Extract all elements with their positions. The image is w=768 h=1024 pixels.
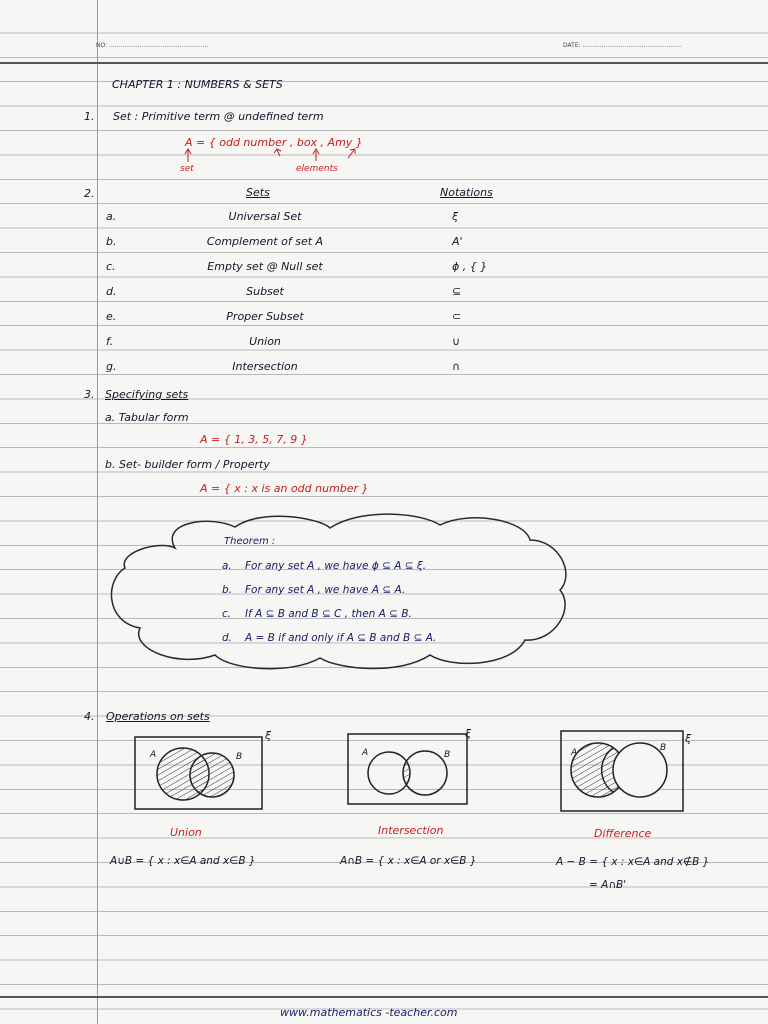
difference-formula: A − B = { x : x∈A and x∉B } — [556, 856, 710, 868]
tabular-form-example: A = { 1, 3, 5, 7, 9 } — [200, 433, 308, 446]
date-field: DATE: .................................................... — [563, 42, 682, 49]
no-label: NO: — [96, 42, 108, 49]
section3-number: 3. — [84, 388, 95, 401]
theorem-item-letter: b. — [222, 584, 233, 596]
set-term: Empty set @ Null set — [207, 260, 323, 273]
set-notation: ξ — [452, 210, 459, 223]
theorem-item-text: A = B if and only if A ⊆ B and B ⊆ A. — [245, 632, 437, 644]
set-notation: ∪ — [452, 335, 461, 348]
notation-row-letter: f. — [106, 335, 114, 348]
notation-row-letter: b. — [106, 235, 117, 248]
notations-column-header: Notations — [440, 186, 493, 199]
element-arrow-1 — [274, 149, 281, 156]
section1-definition: Set : Primitive term @ undefined term — [113, 110, 324, 123]
notation-row-letter: c. — [106, 260, 116, 273]
intersection-label: Intersection — [378, 824, 444, 837]
set-term: Proper Subset — [226, 310, 304, 323]
footer-url[interactable]: www.mathematics -teacher.com — [280, 1006, 458, 1019]
set-notation: ϕ , { } — [452, 260, 488, 273]
set-notation: ∩ — [452, 360, 461, 373]
set-term: Subset — [246, 285, 284, 298]
union-label: Union — [170, 826, 202, 839]
difference-formula-complement: = A∩B' — [589, 879, 627, 891]
sets-column-header: Sets — [246, 186, 270, 199]
set-notation: ⊆ — [452, 285, 462, 298]
section2-number: 2. — [84, 187, 95, 200]
theorem-title: Theorem : — [224, 536, 276, 547]
element-arrow-3 — [348, 149, 355, 158]
set-term: Complement of set A — [206, 235, 324, 248]
section1-number: 1. — [84, 110, 95, 123]
difference-universal-symbol: ξ — [685, 732, 692, 745]
elements-annotation: elements — [296, 164, 338, 174]
chapter-title: CHAPTER 1 : NUMBERS & SETS — [112, 78, 283, 91]
date-label: DATE: — [563, 42, 581, 49]
notation-row-letter: d. — [106, 285, 117, 298]
set-notation: A' — [452, 235, 463, 248]
union-universal-symbol: ξ — [265, 729, 272, 742]
section4-title: Operations on sets — [106, 710, 210, 723]
difference-label-a: A — [571, 748, 578, 758]
set-notation: ⊂ — [452, 310, 462, 323]
theorem-item-text: For any set A , we have ϕ ⊆ A ⊆ ξ. — [245, 560, 427, 572]
theorem-item-letter: d. — [222, 632, 233, 644]
union-formula: A∪B = { x : x∈A and x∈B } — [110, 855, 256, 867]
intersection-label-a: A — [362, 748, 369, 758]
notation-row-letter: e. — [106, 310, 117, 323]
intersection-formula: A∩B = { x : x∈A or x∈B } — [340, 855, 477, 867]
tabular-form-label: a. Tabular form — [105, 411, 189, 424]
set-arrow — [185, 149, 191, 162]
no-field: NO: .................................................... — [96, 42, 209, 49]
intersection-label-b: B — [444, 750, 451, 760]
set-builder-label: b. Set- builder form / Property — [105, 458, 270, 471]
theorem-item-letter: a. — [222, 560, 232, 572]
set-annotation: set — [180, 164, 194, 174]
notation-row-letter: g. — [106, 360, 117, 373]
union-label-a: A — [150, 750, 157, 760]
theorem-item-letter: c. — [222, 608, 232, 620]
element-arrow-2 — [313, 149, 319, 161]
section3-title: Specifying sets — [105, 388, 189, 401]
notation-row-letter: a. — [106, 210, 117, 223]
set-term: Union — [249, 335, 281, 348]
theorem-item-text: If A ⊆ B and B ⊆ C , then A ⊆ B. — [245, 608, 412, 620]
theorem-item-text: For any set A , we have A ⊆ A. — [245, 584, 406, 596]
union-label-b: B — [236, 752, 243, 762]
difference-label: Difference — [594, 827, 652, 840]
difference-set-b — [613, 743, 667, 797]
union-set-b — [190, 753, 234, 797]
set-term: Intersection — [232, 360, 298, 373]
difference-label-b: B — [660, 743, 667, 753]
intersection-universal-symbol: ξ — [465, 727, 472, 740]
set-builder-example: A = { x : x is an odd number } — [200, 482, 369, 495]
set-term: Universal Set — [228, 210, 302, 223]
section1-example: A = { odd number , box , Amy } — [185, 136, 363, 149]
section4-number: 4. — [84, 710, 95, 723]
